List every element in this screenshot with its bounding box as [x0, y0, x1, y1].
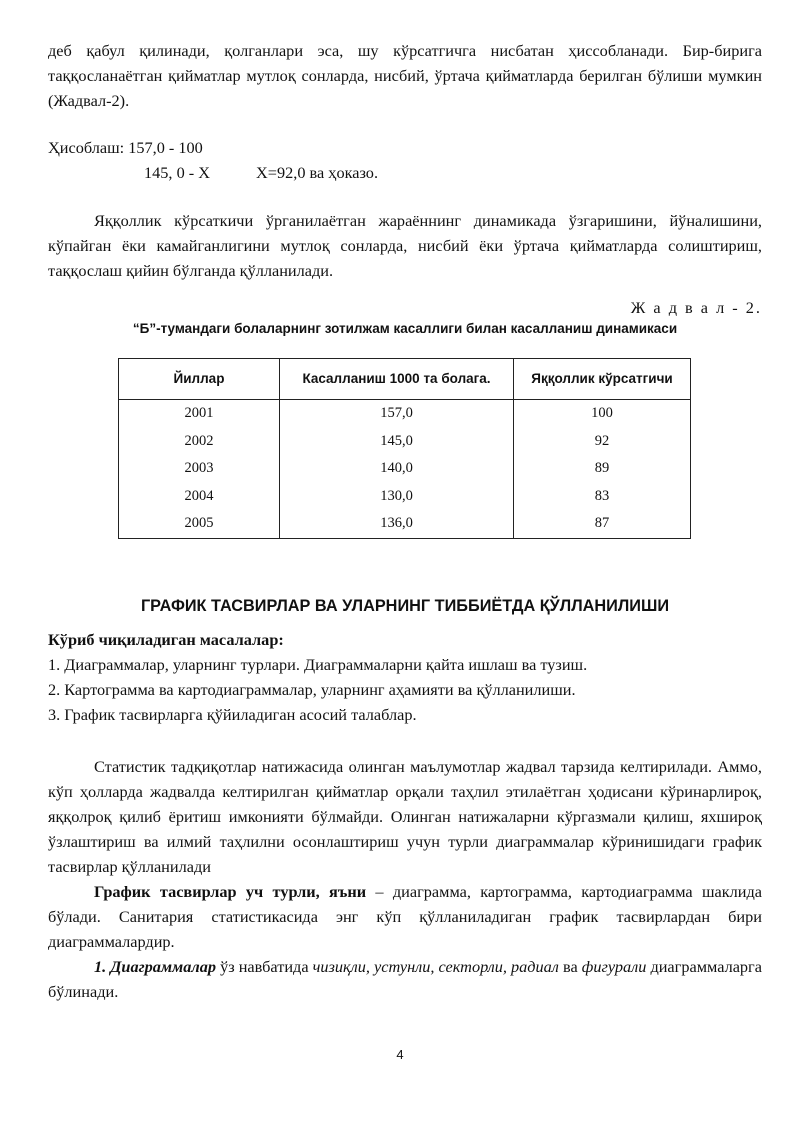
cell-year: 2005	[119, 510, 280, 538]
cell-index: 100	[514, 400, 691, 428]
cell-index: 89	[514, 455, 691, 483]
table-title: “Б”-тумандаги болаларнинг зотилжам касаллиги билан касалланиш динамикаси	[132, 321, 678, 336]
topics-list	[48, 652, 762, 727]
list-item: 3. График тасвирларга қўйиладиган асосий талаблар.	[48, 704, 417, 724]
calc-proportion: 145, 0 - Х	[144, 163, 211, 182]
diagram-types-lead: 1. Диаграммалар	[94, 956, 216, 976]
cell-year: 2004	[119, 483, 280, 511]
graphic-types-lead: График тасвирлар уч турли, яъни	[94, 881, 367, 901]
list-item: 2. Картограмма ва картодиаграммалар, уларнинг аҳамияти ва қўлланилиши.	[48, 679, 576, 699]
calculation-block	[48, 135, 762, 185]
header-incidence: Касалланиш 1000 та болага.	[280, 359, 514, 400]
graphic-types-text: – диаграмма, картограмма, картодиаграмма шаклида бўлади. Санитария статистикасида энг кўп қўлланиладиган график тасвирлардан бири диаграммалардир.	[48, 881, 762, 951]
cell-index: 83	[514, 483, 691, 511]
statistics-paragraph: Статистик тадқиқотлар натижасида олинган маълумотлар жадвал тарзида келтирилади. Аммо, кўп ҳолларда жадвалда келтирилган қийматлар орқали таҳлил этилаётган ҳодисани кўринарлироқ, яққолроқ қилиб ёритиш имконияти бўлмайди. Олинган натижаларни кўргазмали қилиш, яхшироқ ўзлаштириш ва илмий таҳлилни осонлаштириш учун турли диаграммалар кўринишидаги график тасвирлар қўлланилади	[48, 756, 762, 876]
incidence-table	[118, 358, 691, 539]
cell-incidence: 136,0	[280, 510, 514, 538]
header-clarity-index: Яққоллик кўрсатгичи	[514, 359, 691, 400]
page-number: 4	[396, 1047, 404, 1062]
topics-heading: Кўриб чиқиладиган масалалар:	[48, 629, 284, 649]
cell-year: 2003	[119, 455, 280, 483]
clarity-index-paragraph: Яққоллик кўрсаткичи ўрганилаётган жараённинг динамикада ўзгаришини, йўналишини, кўпайган ёки камайганлигини мутлоқ сонларда, нисбий ёки ўртача қийматларда солиштириш, таққослаш қийин бўлганда қўлланилади.	[48, 211, 762, 280]
calc-line-1: Ҳисоблаш: 157,0 - 100	[48, 138, 203, 157]
table-row	[119, 400, 691, 428]
calc-result: Х=92,0 ва ҳоказо.	[256, 163, 379, 182]
graphic-types-paragraph	[48, 879, 762, 954]
table-row	[119, 483, 691, 511]
cell-incidence: 157,0	[280, 400, 514, 428]
cell-incidence: 130,0	[280, 483, 514, 511]
table-label: Ж а д в а л - 2.	[630, 298, 762, 317]
cell-incidence: 145,0	[280, 428, 514, 456]
cell-year: 2001	[119, 400, 280, 428]
cell-incidence: 140,0	[280, 455, 514, 483]
list-item: 1. Диаграммалар, уларнинг турлари. Диаграммаларни қайта ишлаш ва тузиш.	[48, 654, 588, 674]
table-row	[119, 510, 691, 538]
cell-year: 2002	[119, 428, 280, 456]
section-title: ГРАФИК ТАСВИРЛАР ВА УЛАРНИНГ ТИББИЁТДА ҚЎЛЛАНИЛИШИ	[140, 596, 670, 615]
intro-paragraph: деб қабул қилинади, қолганлари эса, шу кўрсатгичга нисбатан ҳиссобланади. Бир-бирига таққосланаётган қийматлар мутлоқ сонларда, нисбий, ўртача қийматларда берилган бўлиши мумкин (Жадвал-2).	[48, 41, 762, 110]
table-header-row	[119, 359, 691, 400]
table-row	[119, 455, 691, 483]
diagram-types-paragraph: 1. Диаграммалар ўз навбатида чизиқли, устунли, секторли, радиал ва фигурали диаграммаларга бўлинади.	[48, 956, 762, 1001]
cell-index: 92	[514, 428, 691, 456]
header-years: Йиллар	[119, 359, 280, 400]
calc-line-2	[48, 160, 762, 185]
table-row	[119, 428, 691, 456]
cell-index: 87	[514, 510, 691, 538]
document-page	[48, 38, 762, 1004]
